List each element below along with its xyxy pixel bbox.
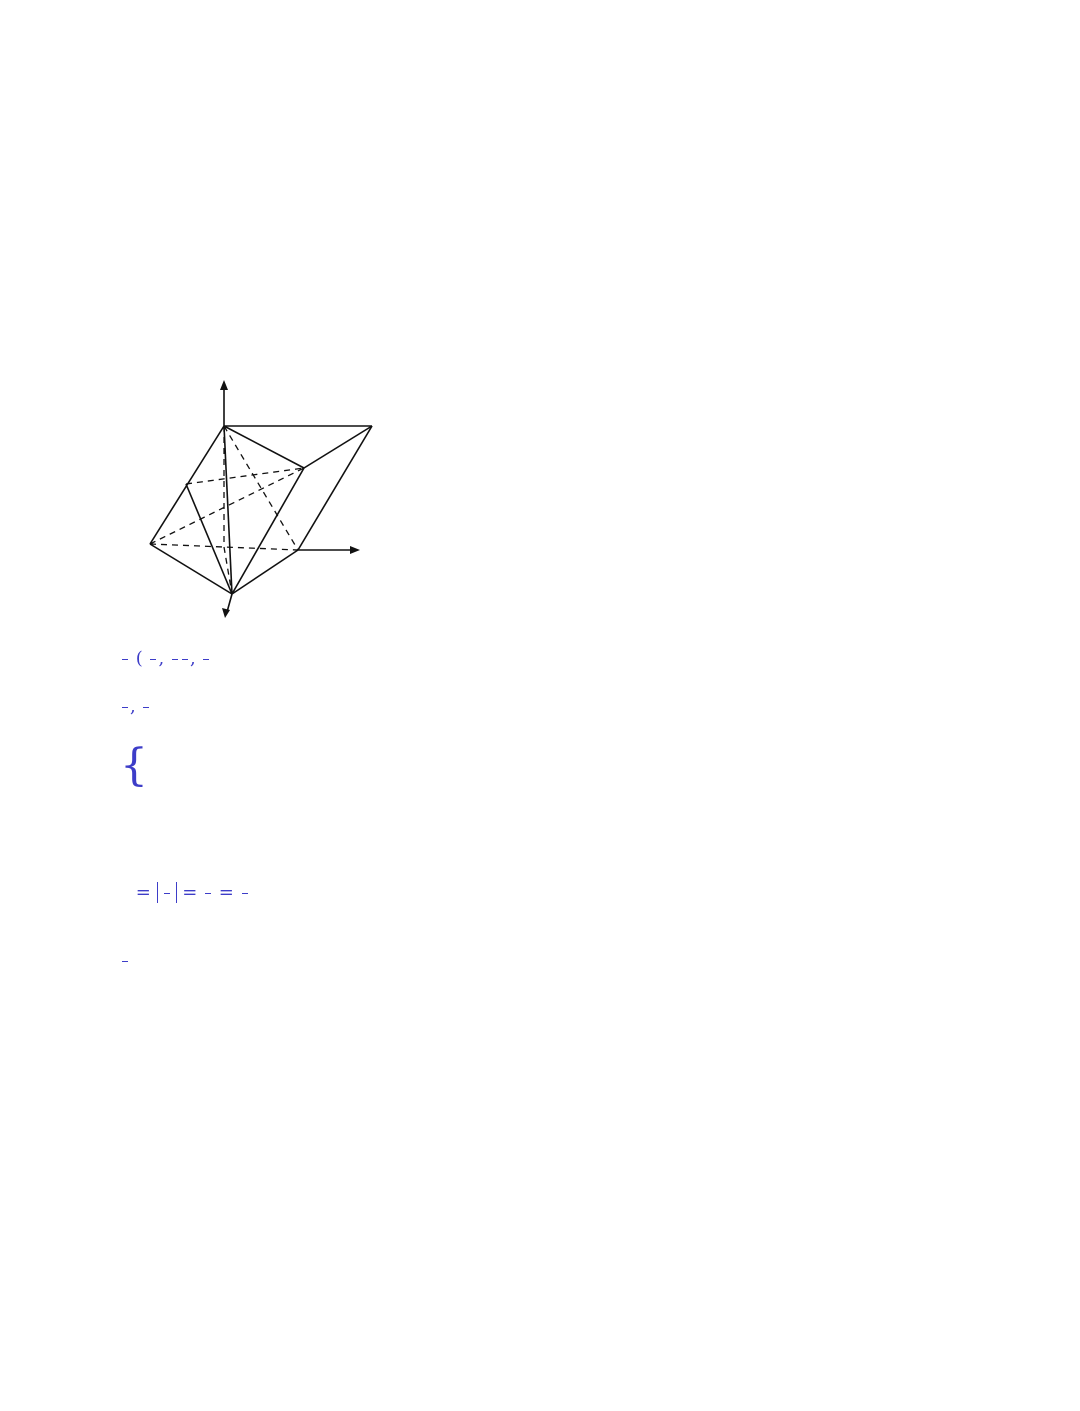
line-conclusion (120, 950, 130, 971)
line-db-dp: , (120, 696, 151, 717)
edge-C-B (150, 544, 232, 594)
z-arrow (220, 380, 228, 390)
edge-B-A (232, 550, 298, 594)
prism-figure (120, 372, 380, 632)
line-c1p: ( , , (120, 648, 211, 669)
line-cos: = = = (120, 882, 250, 903)
line-normal: { (120, 740, 148, 791)
x-axis (227, 594, 232, 612)
edge-E-B (186, 484, 232, 594)
x-arrow (222, 608, 230, 618)
edge-A1-A (298, 426, 372, 550)
edge-E-B1-dashed (186, 468, 304, 484)
y-arrow (350, 546, 360, 554)
edge-B-B1 (232, 468, 304, 594)
edge-B1-A1 (304, 426, 372, 468)
